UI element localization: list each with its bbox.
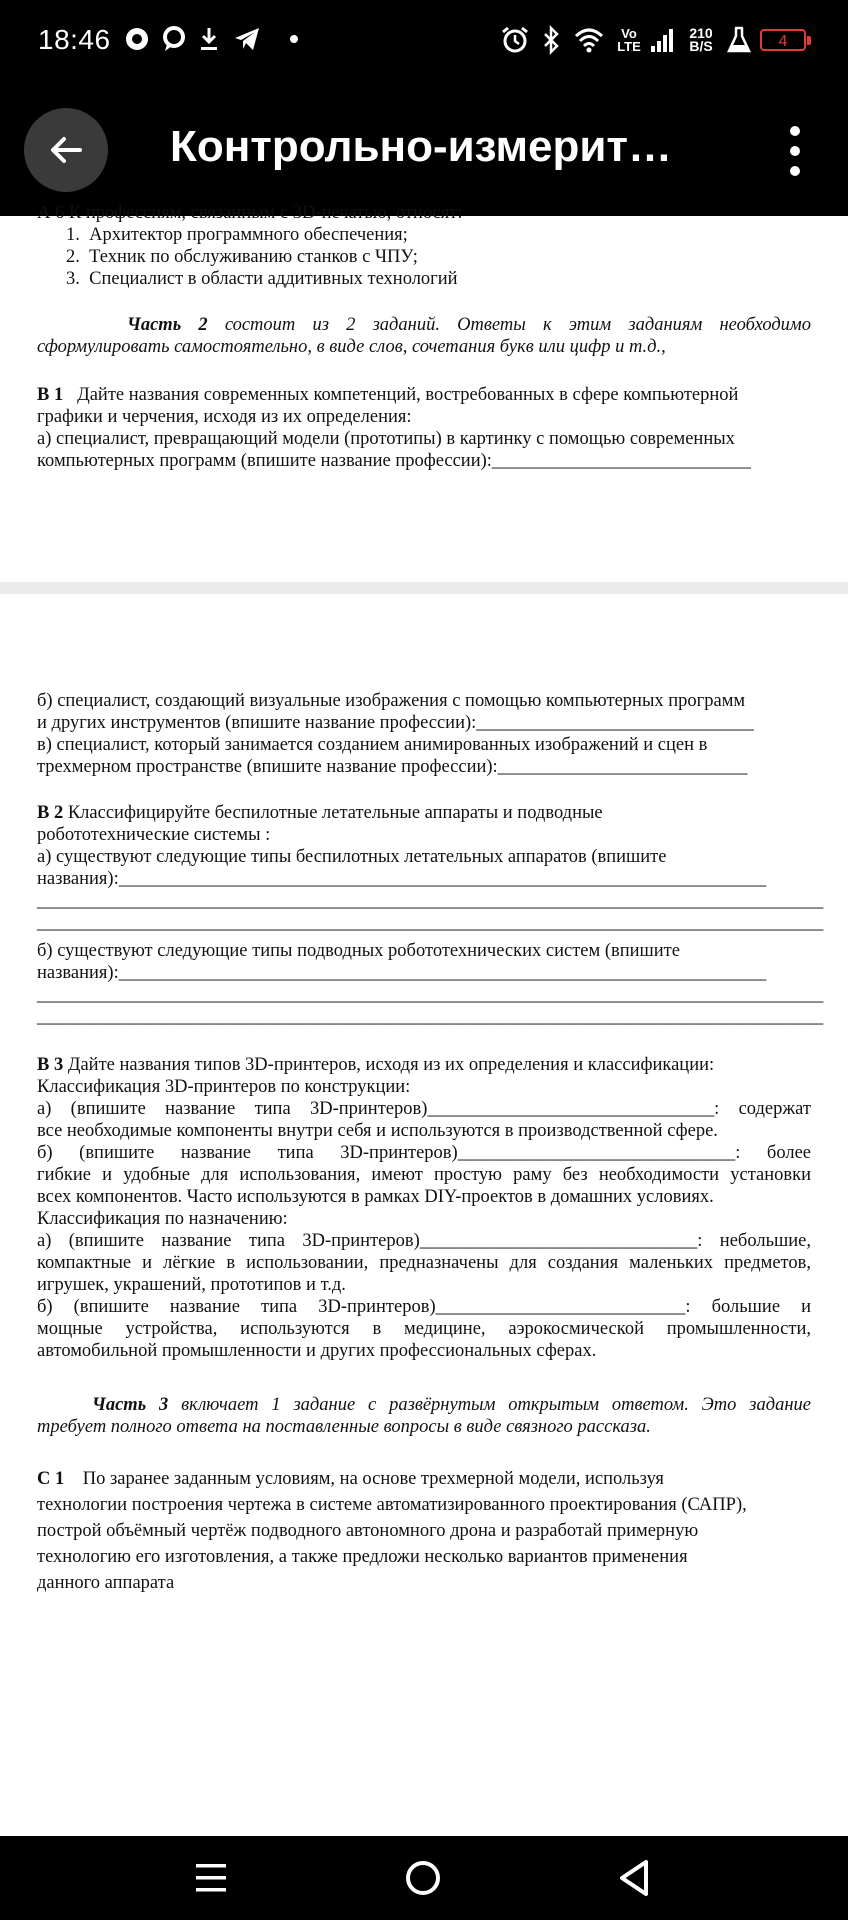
flask-icon [727, 26, 751, 58]
list-item [66, 246, 418, 268]
task-b3-line: игрушек, украшений, прототипов и т.д. [37, 1275, 346, 1295]
list-text: Архитектор программного обеспечения; [89, 225, 408, 245]
dot-icon [289, 26, 299, 56]
answer-blank-line: _____________________________________________________________________________________ [37, 913, 824, 933]
task-b1-answer-line: компьютерных программ (впишите название профессии):____________________________ [37, 451, 751, 471]
list-text: Специалист в области аддитивных технологий [89, 269, 458, 289]
task-b2-line: робототехнические системы : [37, 825, 271, 845]
task-b2 [37, 802, 824, 934]
volte-top: Vo [621, 26, 637, 41]
task-b3-label: В 3 [37, 1055, 64, 1075]
recent-apps-icon[interactable] [194, 1860, 228, 1896]
answer-blank-line: _____________________________________________________________________________________ [37, 985, 824, 1005]
speed-value: 210 [689, 25, 713, 41]
document-title: Контрольно-измерит… [170, 122, 672, 171]
task-b2b [37, 940, 824, 1028]
task-b2b-answer-line: названия):______________________________________________________________________ [37, 963, 767, 983]
task-b3-line: Классификация 3D-принтеров по конструкции: [37, 1077, 411, 1097]
task-b1b-line: б) специалист, создающий визуальные изображения с помощью компьютерных программ [37, 691, 746, 711]
task-b1 [37, 384, 811, 472]
part2-line-1 [37, 314, 811, 336]
alarm-icon [500, 26, 530, 58]
more-options-button[interactable] [776, 116, 816, 186]
task-b1-line: Дайте названия современных компетенций, востребованных в сфере компьютерной [77, 385, 739, 405]
list-text: Техник по обслуживанию станков с ЧПУ; [89, 247, 418, 267]
cut-off-line: А 6 К профессиям, связанным с 3D-печатью, относят: [37, 203, 463, 223]
task-b3-line: Дайте названия типов 3D-принтеров, исходя из их определения и классификации: [63, 1055, 715, 1075]
telegram-icon [233, 26, 261, 56]
wifi-icon [574, 26, 604, 58]
task-b3-line: б) (впишите название типа 3D-принтеров)___________________________: большие и [37, 1297, 811, 1317]
whatsapp-icon [124, 26, 150, 56]
status-bar [0, 0, 848, 86]
task-b1-label: В 1 [37, 385, 64, 405]
more-dot [790, 126, 800, 136]
task-c1-line: данного аппарата [37, 1573, 175, 1593]
task-b2b-line: б) существуют следующие типы подводных робототехнических систем (впишите [37, 941, 680, 961]
part2-line-2: сформулировать самостоятельно, в виде слов, сочетания букв или цифр и т.д., [37, 337, 666, 357]
answer-blank-line: _____________________________________________________________________________________ [37, 1007, 824, 1027]
list-item [66, 224, 408, 246]
network-speed [684, 27, 718, 53]
task-b2a-answer-line: названия):______________________________________________________________________ [37, 869, 767, 889]
task-c1-line: построй объёмный чертёж подводного автономного дрона и разработай примерную [37, 1521, 699, 1541]
volte-bottom: LTE [617, 39, 641, 54]
task-b1-line: графики и черчения, исходя из их определения: [37, 407, 412, 427]
task-b3-line: а) (впишите название типа 3D-принтеров)______________________________: небольшие, [37, 1231, 811, 1251]
page-separator [0, 582, 848, 594]
task-b3-line: Классификация по назначению: [37, 1209, 288, 1229]
task-b3-line: компактные и лёгкие в использовании, предназначены для создания маленьких предметов, [37, 1253, 811, 1273]
arrow-left-icon [46, 130, 86, 170]
part2-text: состоит из 2 заданий. Ответы к этим заданиям необходимо [207, 315, 811, 335]
task-b3-line: гибкие и удобные для использования, имеют простую раму без необходимости установки [37, 1165, 811, 1185]
task-b3-line: б) (впишите название типа 3D-принтеров)______________________________: более [37, 1143, 811, 1163]
part3-line-2: требует полного ответа на поставленные вопросы в виде связного рассказа. [37, 1417, 651, 1437]
part2-intro [37, 314, 811, 358]
task-b1-line: а) специалист, превращающий модели (прототипы) в картинку с помощью современных [37, 429, 735, 449]
status-time: 18:46 [38, 24, 111, 55]
part3-text: включает 1 задание с развёрнутым открытым ответом. Это задание [168, 1395, 811, 1415]
back-button[interactable] [24, 108, 108, 192]
task-b1b-answer-line: и других инструментов (впишите название профессии):______________________________ [37, 713, 754, 733]
task-b2-label: В 2 [37, 803, 64, 823]
bluetooth-icon [541, 26, 561, 58]
speed-unit: B/S [689, 38, 713, 54]
more-dot [790, 146, 800, 156]
navigation-bar [0, 1836, 848, 1920]
task-b3-line: мощные устройства, используются в медицине, аэрокосмической промышленности, [37, 1319, 811, 1339]
app-bar [0, 86, 848, 216]
task-b3-line: автомобильной промышленности и других профессиональных сферах. [37, 1341, 597, 1361]
home-icon[interactable] [404, 1859, 442, 1897]
part3-heading: Часть 3 [92, 1395, 169, 1415]
task-b3-line: всех компонентов. Часто используются в рамках DIY-проектов в домашних условиях. [37, 1187, 714, 1207]
volte-indicator [615, 27, 643, 53]
task-b3 [37, 1054, 811, 1362]
task-c1 [37, 1466, 811, 1596]
list-number: 2. [66, 247, 80, 267]
signal-icon [650, 26, 674, 58]
part3-intro [37, 1394, 811, 1438]
download-icon [199, 26, 219, 56]
task-b3-line: а) (впишите название типа 3D-принтеров)_______________________________: содержат [37, 1099, 811, 1119]
list-item [66, 268, 458, 290]
task-c1-label: С 1 [37, 1469, 65, 1489]
more-dot [790, 166, 800, 176]
document-page-2[interactable] [0, 594, 848, 1836]
part2-heading: Часть 2 [127, 315, 208, 335]
back-icon[interactable] [617, 1858, 651, 1898]
task-b1-continued [37, 690, 811, 778]
task-c1-line: технологию его изготовления, а также предложи несколько вариантов применения [37, 1547, 688, 1567]
part3-line-1 [37, 1394, 811, 1416]
task-b1c-line: в) специалист, который занимается созданием анимированных изображений и сцен в [37, 735, 708, 755]
task-b3-line: все необходимые компоненты внутри себя и используются в производственной сфере. [37, 1121, 718, 1141]
answer-blank-line: _____________________________________________________________________________________ [37, 891, 824, 911]
document-page-1[interactable] [0, 203, 848, 582]
battery-level: 4 [778, 33, 788, 50]
task-b2a-line: а) существуют следующие типы беспилотных летательных аппаратов (впишите [37, 847, 667, 867]
task-c1-line: технологии построения чертежа в системе автоматизированного проектирования (САПР), [37, 1495, 747, 1515]
task-b2-line: Классифицируйте беспилотные летательные аппараты и подводные [63, 803, 603, 823]
list-number: 3. [66, 269, 80, 289]
chat-icon [162, 26, 186, 56]
task-b1c-answer-line: трехмерном пространстве (впишите название профессии):___________________________ [37, 757, 748, 777]
list-number: 1. [66, 225, 80, 245]
task-c1-line: По заранее заданным условиям, на основе трехмерной модели, используя [82, 1469, 664, 1489]
battery-icon [760, 29, 806, 51]
